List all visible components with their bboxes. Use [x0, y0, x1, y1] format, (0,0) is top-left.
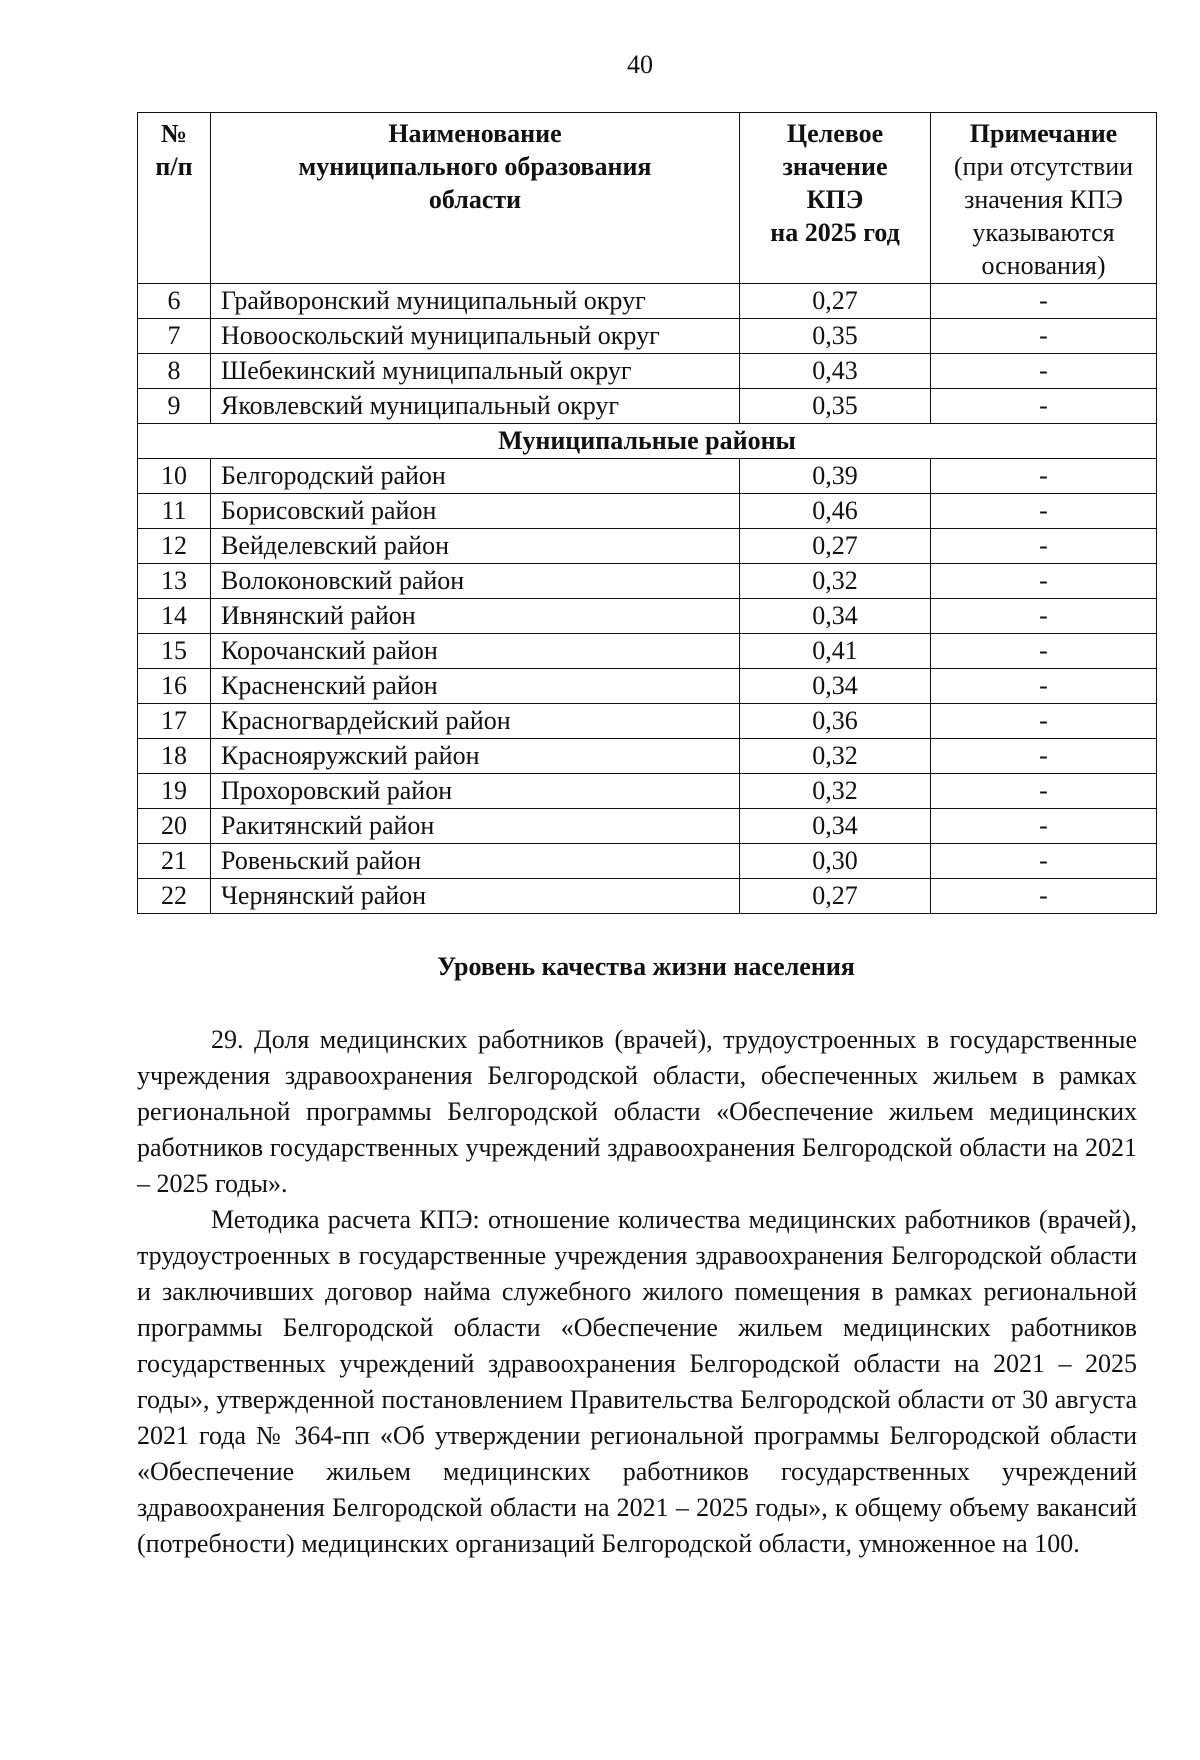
table-row: [138, 844, 1157, 879]
row-value: 0,43: [740, 354, 931, 389]
table-row: [138, 494, 1157, 529]
row-value: 0,30: [740, 844, 931, 879]
header-target-line: Целевое: [786, 119, 884, 148]
row-name: Грайворонский муниципальный округ: [211, 284, 740, 319]
row-num: 15: [138, 634, 211, 669]
row-note: -: [931, 599, 1157, 634]
row-num: 18: [138, 739, 211, 774]
header-name: [211, 113, 740, 284]
row-name: Красненский район: [211, 669, 740, 704]
text-block: [137, 1022, 1137, 1562]
table-row: [138, 319, 1157, 354]
table-row: [138, 739, 1157, 774]
header-name-line: муниципального образования: [298, 152, 652, 181]
row-num: 9: [138, 389, 211, 424]
row-num: 19: [138, 774, 211, 809]
row-value: 0,34: [740, 669, 931, 704]
kpi-table: [137, 112, 1157, 914]
section-heading: Уровень качества жизни населения: [437, 952, 855, 981]
row-name: Красногвардейский район: [211, 704, 740, 739]
header-target: [740, 113, 931, 284]
header-note-line: значения КПЭ: [964, 185, 1123, 214]
row-value: 0,34: [740, 809, 931, 844]
row-note: -: [931, 774, 1157, 809]
header-note-line: основания): [981, 251, 1106, 280]
header-target-line: КПЭ: [806, 185, 864, 214]
row-note: -: [931, 389, 1157, 424]
row-note: -: [931, 494, 1157, 529]
table-row: [138, 564, 1157, 599]
header-name-line: Наименование: [388, 119, 562, 148]
row-name: Краснояружский район: [211, 739, 740, 774]
row-value: 0,46: [740, 494, 931, 529]
row-num: 7: [138, 319, 211, 354]
row-value: 0,36: [740, 704, 931, 739]
page-number: 40: [627, 50, 653, 79]
row-name: Волоконовский район: [211, 564, 740, 599]
row-value: 0,41: [740, 634, 931, 669]
row-value: 0,27: [740, 529, 931, 564]
row-num: 10: [138, 459, 211, 494]
header-note-title: Примечание: [969, 119, 1118, 148]
row-name: Вейделевский район: [211, 529, 740, 564]
row-note: -: [931, 739, 1157, 774]
row-note: -: [931, 529, 1157, 564]
row-num: 16: [138, 669, 211, 704]
row-value: 0,34: [740, 599, 931, 634]
row-name: Новооскольский муниципальный округ: [211, 319, 740, 354]
row-value: 0,32: [740, 564, 931, 599]
row-num: 20: [138, 809, 211, 844]
row-name: Борисовский район: [211, 494, 740, 529]
table-row: [138, 774, 1157, 809]
header-num-line: п/п: [155, 152, 193, 181]
row-name: Ивнянский район: [211, 599, 740, 634]
table-row: [138, 599, 1157, 634]
table-row: [138, 529, 1157, 564]
rayons-body: [138, 459, 1157, 914]
row-value: 0,27: [740, 879, 931, 914]
header-name-line: области: [428, 185, 522, 214]
row-note: -: [931, 459, 1157, 494]
row-note: -: [931, 704, 1157, 739]
table-row: [138, 354, 1157, 389]
row-num: 22: [138, 879, 211, 914]
row-num: 13: [138, 564, 211, 599]
table-row: [138, 704, 1157, 739]
row-note: -: [931, 879, 1157, 914]
row-value: 0,32: [740, 739, 931, 774]
section-label: Муниципальные районы: [138, 424, 1157, 459]
row-note: -: [931, 354, 1157, 389]
row-note: -: [931, 564, 1157, 599]
table-row: [138, 284, 1157, 319]
row-name: Ровеньский район: [211, 844, 740, 879]
row-value: 0,35: [740, 389, 931, 424]
row-note: -: [931, 844, 1157, 879]
row-num: 11: [138, 494, 211, 529]
row-name: Яковлевский муниципальный округ: [211, 389, 740, 424]
table-row: [138, 459, 1157, 494]
row-name: Ракитянский район: [211, 809, 740, 844]
header-target-line: значение: [782, 152, 888, 181]
row-name: Прохоровский район: [211, 774, 740, 809]
table-row: [138, 809, 1157, 844]
header-note-line: указываются: [972, 218, 1115, 247]
row-name: Белгородский район: [211, 459, 740, 494]
row-note: -: [931, 634, 1157, 669]
row-note: -: [931, 669, 1157, 704]
section-row: [138, 424, 1157, 459]
row-num: 17: [138, 704, 211, 739]
row-name: Корочанский район: [211, 634, 740, 669]
header-num-line: №: [160, 119, 188, 148]
paragraph: Методика расчета КПЭ: отношение количества медицинских работников (врачей), трудоустроенных в государственные учреждения здравоохранения Белгородской области и заключивших договор найма служебного жилого помещения в рамках региональной программы Белгородской области «Обеспечение жильем медицинских работников государственных учреждений здравоохранения Белгородской области на 2021 – 2025 годы», утвержденной постановлением Правительства Белгородской области от 30 августа 2021 года № 364-пп «Об утверждении региональной программы Белгородской области «Обеспечение жильем медицинских работников государственных учреждений здравоохранения Белгородской области на 2021 – 2025 годы», к общему объему вакансий (потребности) медицинских организаций Белгородской области, умноженное на 100.: [137, 1205, 1137, 1558]
row-value: 0,27: [740, 284, 931, 319]
row-num: 12: [138, 529, 211, 564]
table-header-row: [138, 113, 1157, 284]
table-row: [138, 669, 1157, 704]
header-target-line: на 2025 год: [770, 218, 900, 247]
row-name: Чернянский район: [211, 879, 740, 914]
header-note: [931, 113, 1157, 284]
districts-body: [138, 284, 1157, 424]
row-num: 6: [138, 284, 211, 319]
row-note: -: [931, 809, 1157, 844]
row-value: 0,35: [740, 319, 931, 354]
row-value: 0,39: [740, 459, 931, 494]
table-row: [138, 389, 1157, 424]
row-note: -: [931, 284, 1157, 319]
row-num: 21: [138, 844, 211, 879]
paragraph: 29. Доля медицинских работников (врачей), трудоустроенных в государственные учреждения здравоохранения Белгородской области, обеспеченных жильем в рамках региональной программы Белгородской области «Обеспечение жильем медицинских работников государственных учреждений здравоохранения Белгородской области на 2021 – 2025 годы».: [137, 1025, 1137, 1198]
row-value: 0,32: [740, 774, 931, 809]
row-note: -: [931, 319, 1157, 354]
section-body: [138, 424, 1157, 459]
row-name: Шебекинский муниципальный округ: [211, 354, 740, 389]
table-row: [138, 634, 1157, 669]
row-num: 14: [138, 599, 211, 634]
header-note-line: (при отсутствии: [953, 152, 1134, 181]
header-num: [138, 113, 211, 284]
table-row: [138, 879, 1157, 914]
row-num: 8: [138, 354, 211, 389]
